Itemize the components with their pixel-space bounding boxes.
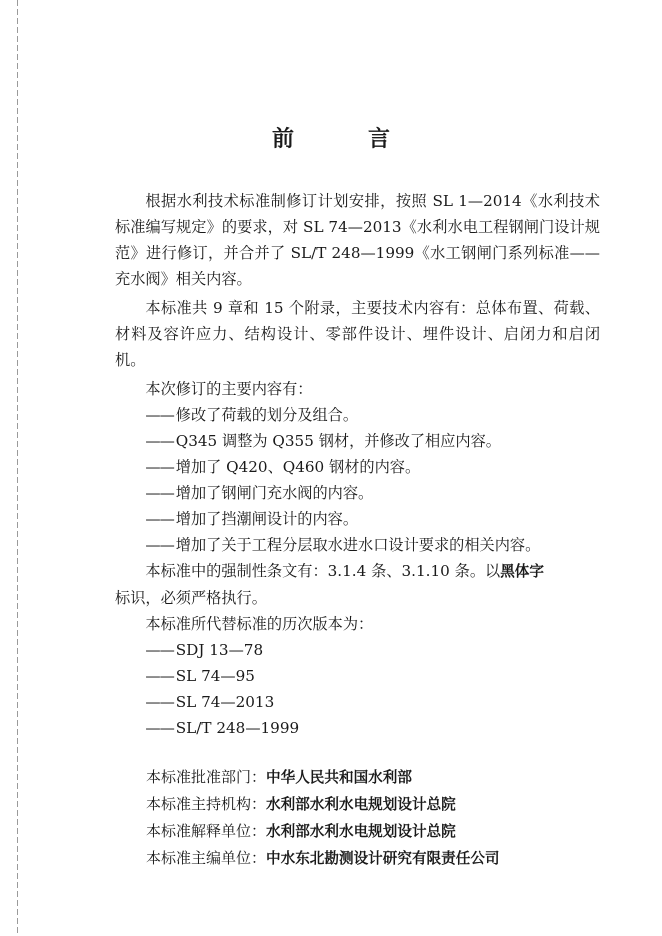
org-value: 水利部水利水电规划设计总院 — [266, 823, 456, 840]
org-value: 水利部水利水电规划设计总院 — [266, 796, 456, 813]
paragraph-revision-basis: 根据水利技术标准制修订计划安排，按照 SL 1—2014《水利技术标准编写规定》的要求，对 SL 74—2013《水利水电工程钢闸门设计规范》进行修订，并合并了 SL/T 248—1999《水工钢闸门系列标准——充水阀》相关内容。 — [115, 192, 600, 288]
history-version: SL 74—95 — [175, 667, 255, 685]
list-item — [115, 402, 600, 428]
list-item-text: 增加了 Q420、Q460 钢材的内容。 — [175, 458, 421, 476]
dash-mark: —— — [145, 432, 174, 450]
list-item — [115, 532, 600, 558]
org-value: 中水东北勘测设计研究有限责任公司 — [266, 850, 500, 867]
list-item — [115, 637, 600, 663]
history-version: SL 74—2013 — [175, 693, 275, 711]
preface-body — [115, 188, 600, 741]
history-list — [115, 637, 600, 741]
dash-mark: —— — [145, 719, 174, 737]
list-item-text: 修改了荷载的划分及组合。 — [175, 406, 359, 424]
history-version: SL/T 248—1999 — [175, 719, 300, 737]
org-row-interpretation — [146, 818, 500, 845]
list-item — [115, 454, 600, 480]
dash-mark: —— — [145, 641, 174, 659]
history-version: SDJ 13—78 — [175, 641, 264, 659]
org-label: 本标准主编单位： — [146, 849, 267, 867]
page-title: 前 言 — [271, 127, 416, 152]
list-item-text: 增加了挡潮闸设计的内容。 — [175, 510, 359, 528]
dash-mark: —— — [145, 406, 174, 424]
dash-mark: —— — [145, 693, 174, 711]
list-item-text: Q345 调整为 Q355 钢材，并修改了相应内容。 — [175, 432, 501, 450]
paragraph-revision-intro: 本次修订的主要内容有： — [145, 380, 313, 398]
dash-mark: —— — [145, 458, 174, 476]
org-row-host — [146, 791, 500, 818]
list-item-text: 增加了关于工程分层取水进水口设计要求的相关内容。 — [175, 536, 541, 554]
org-row-chief-editor — [146, 845, 500, 872]
list-item — [115, 506, 600, 532]
org-label: 本标准解释单位： — [146, 822, 267, 840]
mandatory-clause-numbers: 3.1.4 条、3.1.10 条 — [327, 562, 470, 580]
organization-info — [146, 764, 500, 872]
history-intro: 本标准所代替标准的历次版本为： — [145, 615, 374, 633]
dash-mark: —— — [145, 510, 174, 528]
mandatory-suffix: 。以 — [469, 562, 501, 580]
mandatory-clauses-line — [115, 558, 600, 585]
org-label: 本标准批准部门： — [146, 768, 267, 786]
org-label: 本标准主持机构： — [146, 795, 267, 813]
org-value: 中华人民共和国水利部 — [266, 769, 412, 786]
dash-mark: —— — [145, 536, 174, 554]
mandatory-prefix: 本标准中的强制性条文有： — [145, 562, 328, 580]
list-item — [115, 689, 600, 715]
revision-list — [115, 402, 600, 558]
list-item — [115, 663, 600, 689]
org-row-approval — [146, 764, 500, 791]
bold-type-note: 黑体字 — [500, 563, 544, 580]
list-item — [115, 480, 600, 506]
paragraph-scope: 本标准共 9 章和 15 个附录，主要技术内容有：总体布置、荷载、材料及容许应力、结构设计、零部件设计、埋件设计、启闭力和启闭机。 — [115, 299, 600, 369]
list-item-text: 增加了钢闸门充水阀的内容。 — [175, 484, 374, 502]
list-item — [115, 428, 600, 454]
dash-mark: —— — [145, 484, 174, 502]
list-item — [115, 715, 600, 741]
dash-mark: —— — [145, 667, 174, 685]
mandatory-clauses-line-2: 标识，必须严格执行。 — [115, 589, 267, 607]
